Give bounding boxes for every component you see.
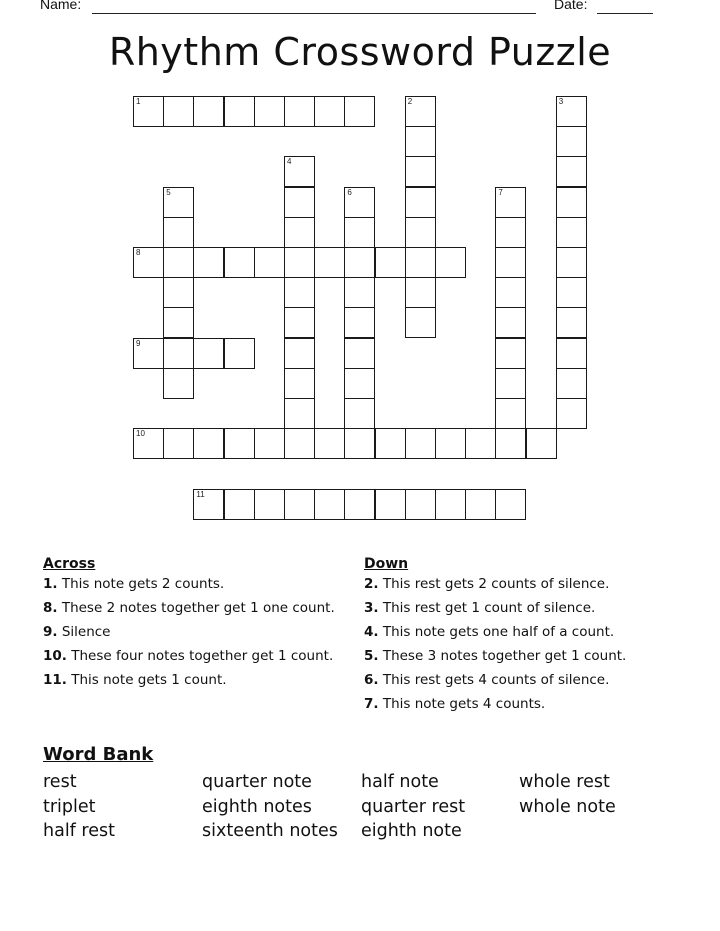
crossword-cell[interactable] xyxy=(556,277,587,308)
crossword-cell[interactable] xyxy=(284,307,315,338)
crossword-cell[interactable] xyxy=(405,307,436,338)
crossword-cell[interactable] xyxy=(344,277,375,308)
crossword-cell[interactable] xyxy=(435,489,466,520)
crossword-cell[interactable] xyxy=(495,247,526,278)
crossword-cell[interactable] xyxy=(405,217,436,248)
crossword-cell[interactable] xyxy=(193,338,224,369)
word-bank-item: whole note xyxy=(519,797,616,817)
crossword-cell[interactable] xyxy=(375,247,406,278)
crossword-cell[interactable] xyxy=(405,187,436,218)
crossword-cell[interactable] xyxy=(163,277,194,308)
crossword-cell[interactable] xyxy=(495,428,526,459)
crossword-cell[interactable] xyxy=(526,428,557,459)
crossword-cell[interactable] xyxy=(163,368,194,399)
crossword-cell[interactable] xyxy=(405,489,436,520)
word-bank-item: half rest xyxy=(43,821,115,841)
crossword-cell[interactable] xyxy=(375,489,406,520)
crossword-cell[interactable] xyxy=(224,96,255,127)
word-bank-item: triplet xyxy=(43,797,96,817)
crossword-cell[interactable] xyxy=(405,277,436,308)
crossword-cell[interactable] xyxy=(344,96,375,127)
crossword-cell[interactable] xyxy=(284,428,315,459)
crossword-cell[interactable] xyxy=(405,126,436,157)
crossword-cell[interactable] xyxy=(284,489,315,520)
crossword-cell[interactable] xyxy=(133,338,164,369)
crossword-cell[interactable] xyxy=(495,489,526,520)
crossword-cell[interactable] xyxy=(163,217,194,248)
crossword-cell[interactable] xyxy=(556,156,587,187)
crossword-cell[interactable] xyxy=(163,428,194,459)
crossword-cell[interactable] xyxy=(193,96,224,127)
across-clue: 11. This note gets 1 count. xyxy=(43,672,227,688)
clue-number: 4 xyxy=(287,157,292,167)
date-label: Date: xyxy=(554,0,588,12)
down-clue: 2. This rest gets 2 counts of silence. xyxy=(364,576,610,592)
crossword-cell[interactable] xyxy=(344,428,375,459)
crossword-cell[interactable] xyxy=(405,96,436,127)
clue-number: 10 xyxy=(136,429,145,439)
clue-number: 9 xyxy=(136,338,141,348)
clue-number: 11 xyxy=(196,489,205,499)
crossword-cell[interactable] xyxy=(556,187,587,218)
crossword-cell[interactable] xyxy=(133,428,164,459)
crossword-cell[interactable] xyxy=(314,489,345,520)
crossword-cell[interactable] xyxy=(163,247,194,278)
crossword-cell[interactable] xyxy=(495,307,526,338)
crossword-cell[interactable] xyxy=(495,277,526,308)
crossword-cell[interactable] xyxy=(314,247,345,278)
clue-number: 6 xyxy=(347,187,352,197)
down-clue-list xyxy=(364,577,674,721)
crossword-cell[interactable] xyxy=(284,398,315,429)
word-bank-item: eighth notes xyxy=(202,797,312,817)
crossword-cell[interactable] xyxy=(344,217,375,248)
page-title: Rhythm Crossword Puzzle xyxy=(108,30,612,74)
crossword-cell[interactable] xyxy=(344,489,375,520)
across-clue: 9. Silence xyxy=(43,624,111,640)
crossword-cell[interactable] xyxy=(254,489,285,520)
crossword-cell[interactable] xyxy=(344,338,375,369)
name-label: Name: xyxy=(40,0,82,12)
crossword-cell[interactable] xyxy=(495,217,526,248)
crossword-cell[interactable] xyxy=(193,247,224,278)
across-clue: 1. This note gets 2 counts. xyxy=(43,576,225,592)
crossword-cell[interactable] xyxy=(224,428,255,459)
clue-number: 3 xyxy=(558,97,564,106)
crossword-cell[interactable] xyxy=(344,247,375,278)
crossword-cell[interactable] xyxy=(465,489,496,520)
crossword-cell[interactable] xyxy=(495,187,526,218)
crossword-cell[interactable] xyxy=(556,96,587,127)
crossword-cell[interactable] xyxy=(163,307,194,338)
crossword-cell[interactable] xyxy=(405,247,436,278)
crossword-cell[interactable] xyxy=(556,247,587,278)
crossword-cell[interactable] xyxy=(556,126,587,157)
crossword-cell[interactable] xyxy=(344,368,375,399)
crossword-cell[interactable] xyxy=(163,187,194,218)
crossword-cell[interactable] xyxy=(224,247,255,278)
crossword-cell[interactable] xyxy=(556,338,587,369)
crossword-cell[interactable] xyxy=(405,428,436,459)
crossword-cell[interactable] xyxy=(193,428,224,459)
crossword-cell[interactable] xyxy=(284,217,315,248)
crossword-cell[interactable] xyxy=(284,338,315,369)
crossword-cell[interactable] xyxy=(133,247,164,278)
name-line xyxy=(92,13,536,14)
crossword-cell[interactable] xyxy=(556,307,587,338)
clue-number: 8 xyxy=(136,248,141,257)
clue-number: 2 xyxy=(407,97,413,106)
word-bank-item: rest xyxy=(43,772,77,792)
crossword-cell[interactable] xyxy=(435,247,466,278)
word-bank-item: whole rest xyxy=(519,772,610,792)
crossword-cell[interactable] xyxy=(254,428,285,459)
word-bank-item: sixteenth notes xyxy=(202,821,338,841)
crossword-cell[interactable] xyxy=(344,398,375,429)
word-bank-item: eighth note xyxy=(361,821,462,841)
crossword-cell[interactable] xyxy=(556,368,587,399)
crossword-cell[interactable] xyxy=(314,96,345,127)
crossword-cell[interactable] xyxy=(284,277,315,308)
crossword-cell[interactable] xyxy=(284,156,315,187)
crossword-cell[interactable] xyxy=(224,489,255,520)
crossword-cell[interactable] xyxy=(495,368,526,399)
across-clue: 8. These 2 notes together get 1 one count. xyxy=(43,600,335,616)
crossword-cell[interactable] xyxy=(344,187,375,218)
date-line xyxy=(597,13,653,14)
crossword-cell[interactable] xyxy=(193,489,224,520)
crossword-cell[interactable] xyxy=(495,338,526,369)
crossword-cell[interactable] xyxy=(163,96,194,127)
crossword-cell[interactable] xyxy=(284,187,315,218)
crossword-cell[interactable] xyxy=(405,156,436,187)
crossword-cell[interactable] xyxy=(556,217,587,248)
word-bank-item: quarter rest xyxy=(361,797,466,817)
crossword-cell[interactable] xyxy=(284,96,315,127)
word-bank-title: Word Bank xyxy=(43,744,154,765)
down-clue: 7. This note gets 4 counts. xyxy=(364,696,546,712)
clue-number: 7 xyxy=(498,187,503,197)
down-clue: 4. This note gets one half of a count. xyxy=(364,624,615,640)
crossword-cell[interactable] xyxy=(344,307,375,338)
crossword-cell[interactable] xyxy=(284,247,315,278)
crossword-cell[interactable] xyxy=(254,96,285,127)
clue-number: 1 xyxy=(136,97,141,106)
word-bank-item: half note xyxy=(361,772,439,792)
crossword-cell[interactable] xyxy=(254,247,285,278)
crossword-cell[interactable] xyxy=(435,428,466,459)
crossword-cell[interactable] xyxy=(495,398,526,429)
down-clue: 6. This rest gets 4 counts of silence. xyxy=(364,672,610,688)
crossword-cell[interactable] xyxy=(314,428,345,459)
crossword-cell[interactable] xyxy=(224,338,255,369)
clue-number: 5 xyxy=(166,187,171,197)
crossword-cell[interactable] xyxy=(556,398,587,429)
down-clue: 5. These 3 notes together get 1 count. xyxy=(364,648,627,664)
across-clue: 10. These four notes together get 1 count. xyxy=(43,648,334,664)
down-heading: Down xyxy=(364,556,409,572)
word-bank-item: quarter note xyxy=(202,772,312,792)
crossword-cell[interactable] xyxy=(133,96,164,127)
crossword-cell[interactable] xyxy=(284,368,315,399)
crossword-cell[interactable] xyxy=(163,338,194,369)
across-heading: Across xyxy=(43,556,96,572)
across-clue-list xyxy=(43,577,353,697)
crossword-cell[interactable] xyxy=(465,428,496,459)
crossword-cell[interactable] xyxy=(375,428,406,459)
down-clue: 3. This rest get 1 count of silence. xyxy=(364,600,596,616)
